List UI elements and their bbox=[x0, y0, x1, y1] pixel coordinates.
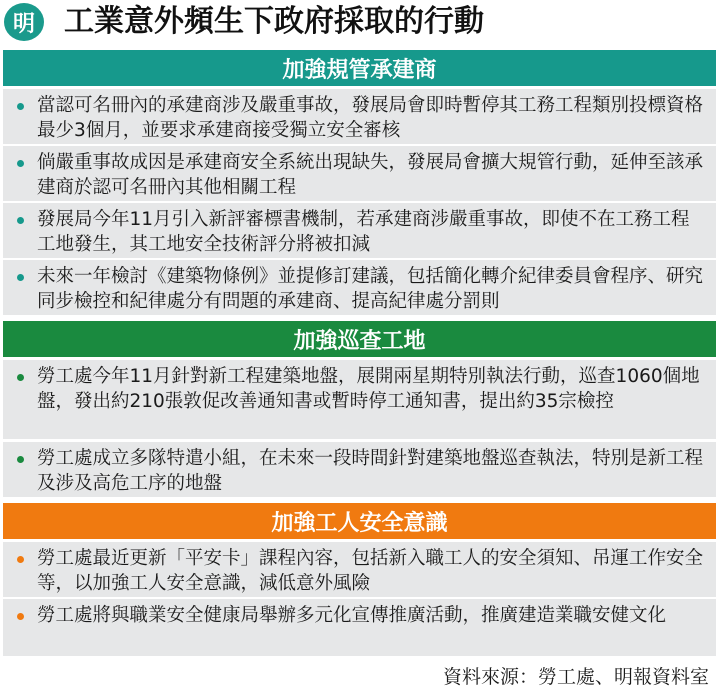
bullet-icon bbox=[17, 217, 24, 224]
list-item bbox=[3, 203, 716, 258]
list-item-text: 倘嚴重事故成因是承建商安全系統出現缺失，發展局會擴大規管行動，延伸至該承建商於認可名冊內其他相關工程 bbox=[37, 152, 704, 198]
list-item bbox=[3, 599, 716, 656]
bullet-icon bbox=[17, 556, 24, 563]
page-title: 工業意外頻生下政府採取的行動 bbox=[64, 4, 484, 39]
list-item bbox=[3, 260, 716, 315]
bullet-icon bbox=[17, 374, 24, 381]
bullet-icon bbox=[17, 160, 24, 167]
list-item-text: 未來一年檢討《建築物條例》並提修訂建議，包括簡化轉介紀律委員會程序、研究同步檢控和紀律處分有問題的承建商、提高紀律處分罰則 bbox=[37, 266, 704, 312]
source-credit: 資料來源：勞工處、明報資料室 bbox=[442, 666, 709, 688]
list-item-text: 發展局今年11月引入新評審標書機制，若承建商涉嚴重事故，即使不在工務工程工地發生，其工地安全技術評分將被扣減 bbox=[37, 209, 690, 255]
ming-pao-logo: 明 bbox=[4, 3, 44, 41]
bullet-icon bbox=[17, 103, 24, 110]
bullet-icon bbox=[17, 456, 24, 463]
list-item bbox=[3, 146, 716, 201]
list-item bbox=[3, 89, 716, 144]
bullet-icon bbox=[17, 613, 24, 620]
bullet-icon bbox=[17, 274, 24, 281]
list-item-text: 勞工處成立多隊特遣小組，在未來一段時間針對建築地盤巡查執法，特別是新工程及涉及高危工序的地盤 bbox=[37, 448, 704, 494]
list-item-text: 勞工處將與職業安全健康局舉辦多元化宣傳推廣活動，推廣建造業職安健文化 bbox=[37, 605, 667, 626]
list-item bbox=[3, 542, 716, 597]
list-item-text: 當認可名冊內的承建商涉及嚴重事故，發展局會即時暫停其工務工程類別投標資格最少3個月，並要求承建商接受獨立安全審核 bbox=[37, 95, 704, 141]
list-item bbox=[3, 360, 716, 439]
section-heading-site-inspection: 加強巡查工地 bbox=[3, 321, 716, 357]
list-item-text: 勞工處今年11月針對新工程建築地盤，展開兩星期特別執法行動，巡查1060個地盤，發出約210張敦促改善通知書或暫時停工通知書，提出約35宗檢控 bbox=[37, 366, 700, 412]
header bbox=[0, 0, 719, 44]
list-item bbox=[3, 442, 716, 497]
list-item-text: 勞工處最近更新「平安卡」課程內容，包括新入職工人的安全須知、吊運工作安全等，以加強工人安全意識，減低意外風險 bbox=[37, 548, 704, 594]
section-heading-contractor-regulation: 加強規管承建商 bbox=[3, 50, 716, 86]
section-heading-worker-safety: 加強工人安全意識 bbox=[3, 503, 716, 539]
